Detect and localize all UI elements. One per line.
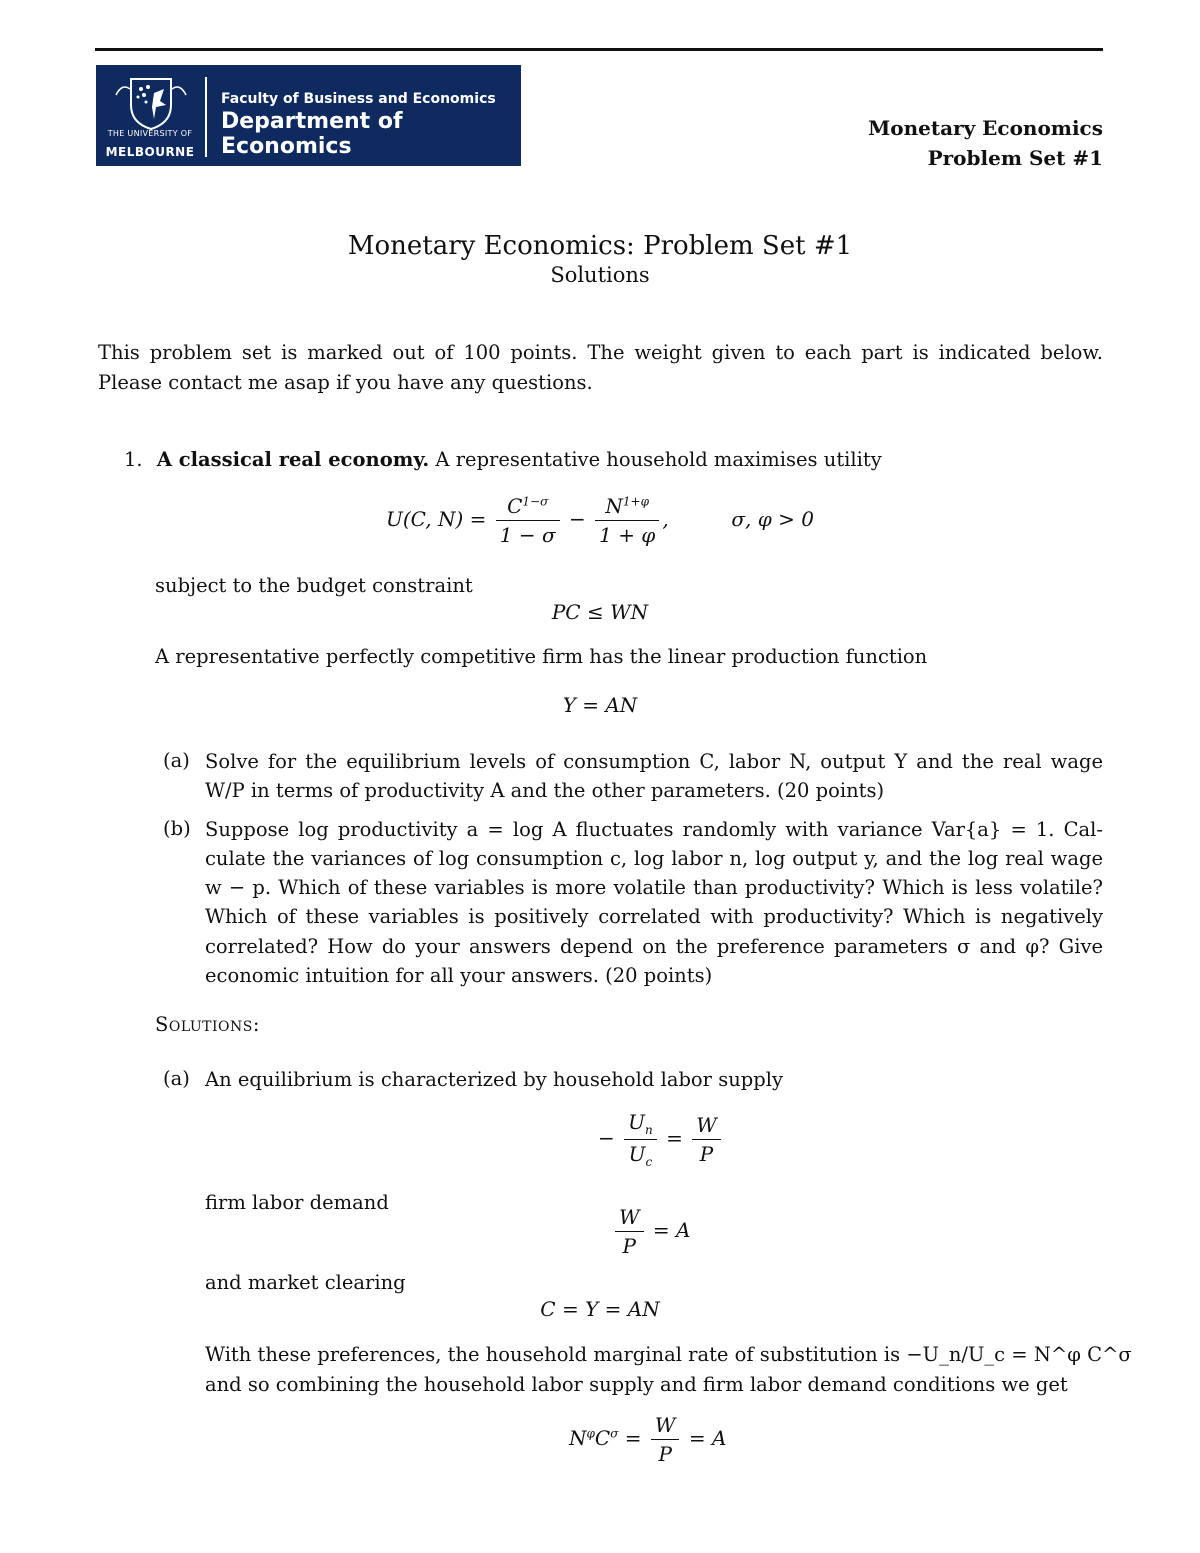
crest-icon <box>108 75 194 131</box>
f2-den: 1 + φ <box>595 520 659 547</box>
eq2-fraction <box>615 1205 644 1258</box>
question-lead: A representative household maximises utility <box>435 448 882 471</box>
eq1-minus: − <box>598 1126 615 1150</box>
eq2-rhs: = A <box>652 1218 691 1242</box>
market-clearing-equation: C = Y = AN <box>540 1297 660 1321</box>
eq2-den: P <box>615 1231 644 1258</box>
header-problem-set: Problem Set #1 <box>927 146 1103 170</box>
university-logo <box>96 65 521 166</box>
eq1-rhs-fraction <box>692 1113 721 1166</box>
eq2-num: W <box>619 1205 640 1229</box>
f1-num-base: C <box>507 494 523 518</box>
eq1-den-base: U <box>628 1142 646 1166</box>
parameter-condition: σ, φ > 0 <box>731 507 814 531</box>
labor-demand-equation <box>612 1205 690 1258</box>
department-name: Department of Economics <box>221 109 403 159</box>
part-b-line-5: correlated? How do your answers depend on the preference parameters σ and φ? Give <box>205 935 1103 958</box>
part-b-line-6: economic intuition for all your answers. (20 points) <box>205 964 713 987</box>
question-number: 1. <box>124 448 143 471</box>
eq1-num-base: U <box>628 1110 645 1134</box>
eq4-den: P <box>651 1439 680 1466</box>
firm-labor-demand-label: firm labor demand <box>205 1191 389 1214</box>
eq1-equals: = <box>666 1126 683 1150</box>
top-rule <box>95 48 1103 51</box>
firm-intro: A representative perfectly competitive firm has the linear production function <box>155 645 928 668</box>
f2-num-exp: 1+φ <box>622 494 649 509</box>
solution-a-intro: An equilibrium is characterized by household labor supply <box>205 1068 783 1091</box>
faculty-name: Faculty of Business and Economics <box>221 91 496 107</box>
eq4-lhs-base-1: N <box>569 1426 587 1450</box>
budget-equation: PC ≤ WN <box>551 600 649 624</box>
f1-num-exp: 1−σ <box>522 494 549 509</box>
eq4-fraction <box>651 1413 680 1466</box>
combined-equation <box>569 1413 726 1466</box>
logo-divider <box>205 77 207 157</box>
eq1-num-sub: n <box>644 1123 653 1137</box>
university-line-2: MELBOURNE <box>105 145 195 159</box>
page-title: Monetary Economics: Problem Set #1 <box>347 231 853 261</box>
part-b-line-1: Suppose log productivity a = log A fluctuates randomly with variance Var{a} = 1. Cal- <box>205 818 1103 841</box>
intro-line-1: This problem set is marked out of 100 points. The weight given to each part is indicated below. <box>98 341 1103 364</box>
solutions-heading: Solutions: <box>155 1013 260 1036</box>
part-a-label: (a) <box>163 749 190 772</box>
f2-num-base: N <box>605 494 623 518</box>
eq1-rhs-den: P <box>692 1139 721 1166</box>
part-a-line-2: W/P in terms of productivity A and the other parameters. (20 points) <box>205 779 885 802</box>
f1-den: 1 − σ <box>496 520 560 547</box>
part-b-line-2: culate the variances of log consumption c, log labor n, log output y, and the log real wage <box>205 847 1103 870</box>
part-b-line-3: w − p. Which of these variables is more volatile than productivity? Which is less volatile? <box>205 876 1103 899</box>
mrs-line-2: and so combining the household labor supply and firm labor demand conditions we get <box>205 1373 1068 1396</box>
utility-minus: − <box>568 507 586 531</box>
eq4-num: W <box>654 1413 676 1437</box>
utility-equation <box>0 494 1200 547</box>
production-equation: Y = AN <box>562 693 638 717</box>
eq4-rhs: = A <box>688 1426 727 1450</box>
eq4-equals: = <box>624 1426 642 1450</box>
utility-fraction-1 <box>496 494 560 547</box>
eq4-lhs-base-2: C <box>594 1426 611 1450</box>
part-b-line-4: Which of these variables is positively correlated with productivity? Which is negatively <box>205 905 1103 928</box>
university-line-1: THE UNIVERSITY OF <box>107 129 193 138</box>
question-heading: A classical real economy. <box>156 448 430 471</box>
intro-line-2: Please contact me asap if you have any questions. <box>98 371 593 394</box>
eq1-lhs-fraction <box>624 1110 657 1169</box>
utility-lhs: U(C, N) = <box>386 507 487 531</box>
part-b-label: (b) <box>163 817 191 840</box>
mrs-line-1: With these preferences, the household marginal rate of substitution is −U_n/U_c = N^φ C^σ <box>205 1343 1132 1366</box>
header-course: Monetary Economics <box>868 116 1103 140</box>
eq1-den-sub: c <box>645 1155 653 1169</box>
part-a-line-1: Solve for the equilibrium levels of consumption C, labor N, output Y and the real wage <box>205 750 1103 773</box>
eq1-rhs-num: W <box>696 1113 717 1137</box>
eq4-lhs-exp-1: φ <box>586 1426 595 1441</box>
utility-tail: , <box>662 507 669 531</box>
page-subtitle: Solutions <box>550 263 650 287</box>
eq4-lhs-exp-2: σ <box>610 1426 619 1441</box>
labor-supply-equation <box>598 1110 724 1169</box>
utility-fraction-2 <box>595 494 659 547</box>
solution-a-label: (a) <box>163 1067 190 1090</box>
market-clearing-label: and market clearing <box>205 1271 406 1294</box>
question-1-lead <box>124 445 882 475</box>
budget-intro: subject to the budget constraint <box>155 574 473 597</box>
